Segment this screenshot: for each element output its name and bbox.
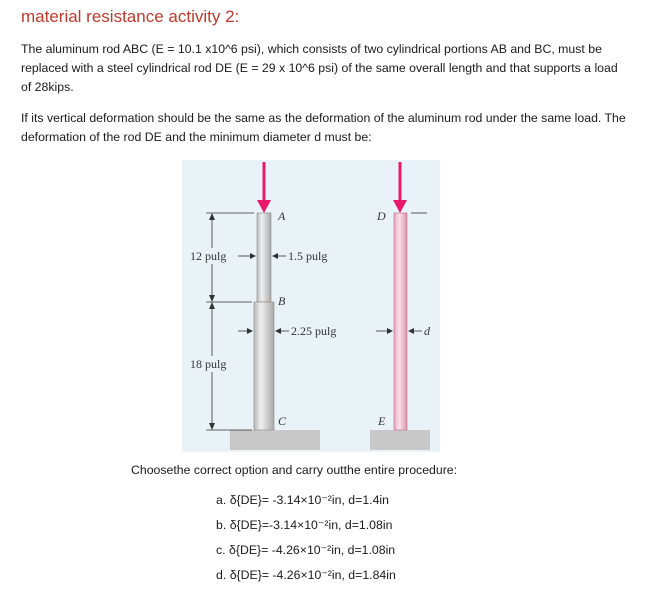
ground-left xyxy=(230,430,320,450)
option-b-text: δ{DE}=-3.14×10⁻²in, d=1.08in xyxy=(229,518,393,532)
option-d-letter: d. xyxy=(216,568,227,582)
problem-question: If its vertical deformation should be the same as the deformation of the aluminum rod under the same load. The deformation of the rod DE and the minimum diameter d must be: xyxy=(21,111,626,144)
dim-ab-label: 12 pulg xyxy=(190,249,227,263)
label-c: C xyxy=(278,414,287,428)
option-a-letter: a. xyxy=(216,493,227,507)
option-d-text: δ{DE}= -4.26×10⁻²in, d=1.84in xyxy=(229,568,396,582)
dia-bc-label: 2.25 pulg xyxy=(291,324,337,338)
rod-segment-ab xyxy=(257,213,271,302)
option-a-text: δ{DE}= -3.14×10⁻²in, d=1.4in xyxy=(229,493,389,507)
rod-segment-bc xyxy=(254,302,274,430)
answer-options xyxy=(216,488,396,588)
instruction-text: Choosethe correct option and carry outthe entire procedure: xyxy=(131,463,458,477)
label-b: B xyxy=(278,294,286,308)
rod-diagram xyxy=(182,160,440,452)
dia-de-label: d xyxy=(424,324,430,338)
option-d[interactable] xyxy=(216,563,396,588)
label-a: A xyxy=(278,209,286,223)
label-e: E xyxy=(378,414,386,428)
option-c-letter: c. xyxy=(216,543,226,557)
option-b[interactable] xyxy=(216,513,396,538)
option-b-letter: b. xyxy=(216,518,227,532)
rod-de xyxy=(394,213,407,430)
dim-bc-label: 18 pulg xyxy=(190,357,227,371)
option-c-text: δ{DE}= -4.26×10⁻²in, d=1.08in xyxy=(229,543,396,557)
option-c[interactable] xyxy=(216,538,396,563)
option-a[interactable] xyxy=(216,488,396,513)
ground-right xyxy=(370,430,430,450)
dia-ab-label: 1.5 pulg xyxy=(288,249,328,263)
problem-statement: The aluminum rod ABC (E = 10.1 x10^6 psi), which consists of two cylindrical portions AB and BC, must be replaced with a steel cylindrical rod DE (E = 29 x 10^6 psi) of the same overall length and that supports a load of 28kips. xyxy=(21,42,618,94)
label-d: D xyxy=(377,209,386,223)
page-title: material resistance activity 2: xyxy=(21,7,240,26)
